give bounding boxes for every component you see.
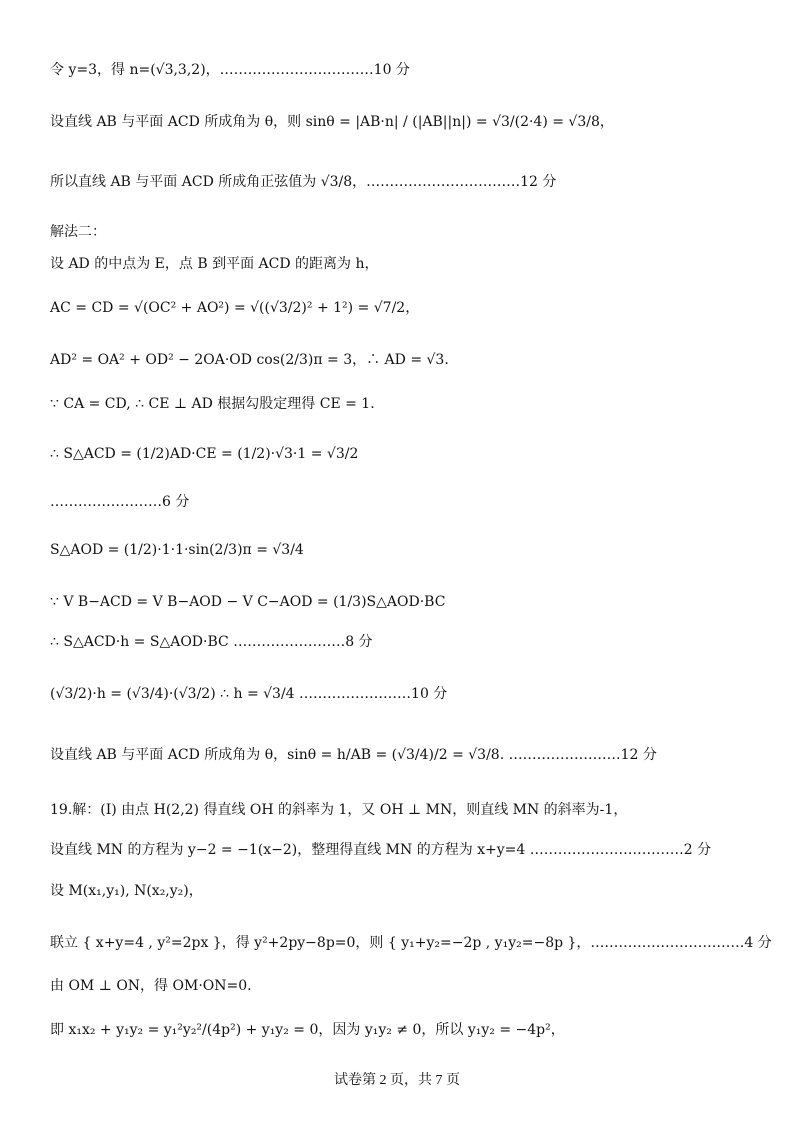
page-footer: 试卷第 2 页，共 7 页: [334, 1073, 460, 1088]
text-line: 设 M(x₁,y₁), N(x₂,y₂)，: [50, 883, 203, 899]
text-line: AC = CD = √(OC² + AO²) = √((√3/2)² + 1²) = √7/2，: [50, 300, 420, 316]
text-line: AD² = OA² + OD² − 2OA·OD cos(2/3)π = 3，∴ AD = √3.: [50, 352, 449, 368]
text-line: 设直线 AB 与平面 ACD 所成角为 θ，则 sinθ = |AB·n| / (|AB||n|) = √3/(2·4) = √3/8，: [50, 114, 614, 130]
text-line: 19.解：(Ⅰ) 由点 H(2,2) 得直线 OH 的斜率为 1，又 OH ⊥ MN，则直线 MN 的斜率为-1，: [50, 802, 628, 818]
text-line: 设直线 AB 与平面 ACD 所成角为 θ，sinθ = h/AB = (√3/4)/2 = √3/8. ……………………12 分: [50, 747, 657, 763]
text-line: 联立 { x+y=4 , y²=2px }，得 y²+2py−8p=0，则 { y₁+y₂=−2p , y₁y₂=−8p }，……………………………4 分: [50, 935, 772, 951]
text-line: S△AOD = (1/2)·1·1·sin(2/3)π = √3/4: [50, 542, 304, 558]
text-line: 由 OM ⊥ ON，得 OM·ON=0.: [50, 978, 252, 994]
text-line: ……………………6 分: [50, 494, 190, 510]
text-line: (√3/2)·h = (√3/4)·(√3/2) ∴ h = √3/4 ……………………10 分: [50, 686, 448, 702]
text-line: ∴ S△ACD = (1/2)AD·CE = (1/2)·√3·1 = √3/2: [50, 446, 359, 462]
text-line: 设直线 MN 的方程为 y−2 = −1(x−2)，整理得直线 MN 的方程为 x+y=4 ……………………………2 分: [50, 842, 712, 858]
text-line: 令 y=3，得 n=(√3,3,2)，……………………………10 分: [50, 62, 410, 78]
text-line: 即 x₁x₂ + y₁y₂ = y₁²y₂²/(4p²) + y₁y₂ = 0，因为 y₁y₂ ≠ 0，所以 y₁y₂ = −4p²，: [50, 1022, 565, 1038]
text-line: 所以直线 AB 与平面 ACD 所成角正弦值为 √3/8，……………………………12 分: [50, 174, 557, 190]
text-line: 设 AD 的中点为 E，点 B 到平面 ACD 的距离为 h，: [50, 256, 379, 272]
text-line: ∵ V B−ACD = V B−AOD − V C−AOD = (1/3)S△AOD·BC: [50, 594, 446, 610]
text-line: ∵ CA = CD, ∴ CE ⊥ AD 根据勾股定理得 CE = 1.: [50, 396, 375, 412]
text-line: ∴ S△ACD·h = S△AOD·BC ……………………8 分: [50, 634, 373, 650]
text-line: 解法二：: [50, 224, 106, 240]
